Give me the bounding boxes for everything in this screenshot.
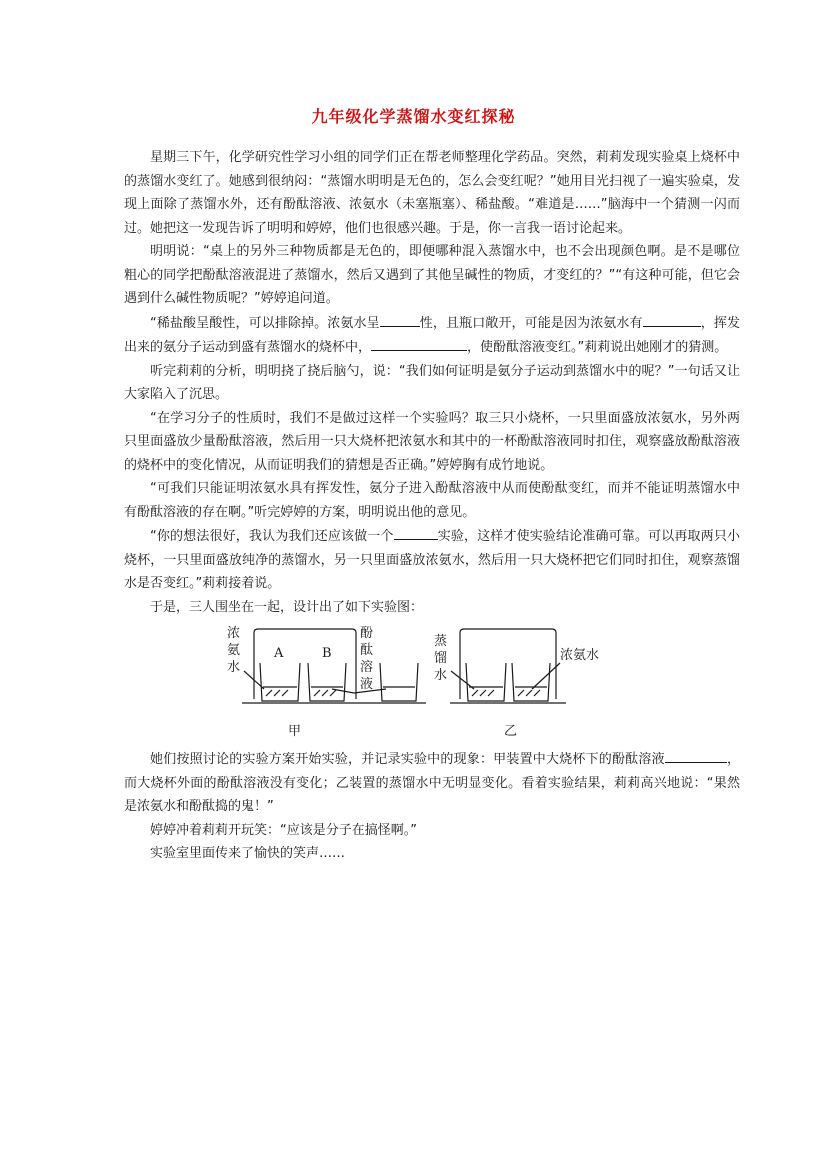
apparatus-jia — [242, 629, 426, 703]
label-phenol-1: 酚 — [360, 626, 374, 641]
hatch-mark — [488, 690, 494, 696]
fill-blank-2[interactable] — [643, 311, 701, 327]
fill-blank-4[interactable] — [394, 524, 438, 540]
label-ammonia-left-1: 浓 — [227, 626, 241, 641]
beaker-ammonia-yi — [512, 663, 550, 701]
hatch-mark — [266, 690, 272, 696]
caption-yi: 乙 — [504, 724, 518, 739]
hatch-mark — [314, 690, 320, 696]
label-distilled-3: 水 — [434, 668, 448, 683]
hatch-mark — [330, 690, 336, 696]
experiment-figure — [124, 623, 740, 743]
fill-blank-1[interactable] — [380, 311, 420, 327]
hatch-mark — [282, 690, 288, 696]
paragraph-9-part-b: ，而大烧杯外面的酚酞溶液没有变化；乙装置的蒸馏水中无明显变化。看着实验结果，莉莉高兴地说：“果然是浓氨水和酚酞捣的鬼！” — [124, 752, 740, 814]
label-ammonia-left-2: 氨 — [227, 643, 241, 658]
label-distilled-1: 蒸 — [434, 634, 448, 649]
hatch-mark — [534, 690, 540, 696]
hatch-mark — [274, 690, 280, 696]
experiment-diagram — [124, 623, 740, 743]
paragraph-3-part-a: “稀盐酸呈酸性，可以排除掉。浓氨水呈 — [150, 315, 380, 331]
apparatus-yi — [450, 629, 566, 703]
fill-blank-5[interactable] — [665, 747, 727, 763]
large-beaker-jia — [254, 629, 356, 699]
label-phenol-4: 液 — [360, 677, 374, 692]
paragraph-9-part-a: 她们按照讨论的实验方案开始实验，并记录实验中的现象：甲装置中大烧杯下的酚酞溶液 — [150, 752, 665, 767]
paragraph-7-part-b: 实验，这样才使实验结论准确可靠。可以再取两只小烧杯，一只里面盛放纯净的蒸馏水，另一只里面盛放浓氨水，然后用一只大烧杯把它们同时扣住，观察蒸馏水是否变红。”莉莉接着说。 — [124, 529, 740, 591]
paragraph-10: 婷婷冲着莉莉开玩笑：“应该是分子在搞怪啊。” — [150, 822, 417, 838]
hatch-mark — [518, 690, 524, 696]
paragraph-3-part-d: ，使酚酞溶液变红。”莉莉说出她刚才的猜测。 — [467, 340, 728, 355]
paragraph-9 — [124, 747, 740, 819]
hatch-mark — [526, 690, 532, 696]
label-ammonia-left-3: 水 — [227, 660, 241, 675]
paragraph-6: “可我们只能证明浓氨水具有挥发性，氨分子进入酚酞溶液中从而使酚酞变红，而并不能证明蒸馏水中有酚酞溶液的存在啊。”听完婷婷的方案，明明说出他的意见。 — [124, 481, 740, 520]
paragraph-7 — [124, 524, 740, 596]
paragraph-8: 于是，三人围坐在一起，设计出了如下实验图： — [150, 599, 424, 615]
label-phenol-2: 酞 — [360, 643, 374, 658]
hatch-mark — [472, 690, 478, 696]
label-a: A — [274, 646, 284, 661]
paragraph-5: “在学习分子的性质时，我们不是做过这样一个实验吗？取三只小烧杯，一只里面盛放浓氨水，另外两只里面盛放少量酚酞溶液，然后用一只大烧杯把浓氨水和其中的一杯酚酞溶液同时扣住，观察盛放酚酞溶液的烧杯中的变化情况，从而证明我们的猜想是否正确。”婷婷胸有成竹地说。 — [124, 410, 740, 473]
paragraph-4: 听完莉莉的分析，明明挠了挠后脑勺，说：“我们如何证明是氨分子运动到蒸馏水中的呢？”一句话又让大家陷入了沉思。 — [124, 363, 740, 402]
paragraph-3 — [124, 311, 740, 360]
large-beaker-yi — [460, 629, 556, 699]
beaker-c — [380, 663, 418, 701]
label-ammonia-right: 浓氨水 — [560, 648, 600, 663]
document-body — [124, 146, 740, 866]
fill-blank-3[interactable] — [371, 335, 467, 351]
document-title: 九年级化学蒸馏水变红探秘 — [311, 107, 516, 126]
label-phenol-3: 溶 — [360, 660, 374, 675]
caption-jia: 甲 — [288, 724, 302, 739]
paragraph-11: 实验室里面传来了愉快的笑声…… — [150, 846, 346, 861]
label-b: B — [322, 646, 332, 661]
paragraph-2: 明明说：“桌上的另外三种物质都是无色的，即便哪种混入蒸馏水中，也不会出现颜色啊。是不是哪位粗心的同学把酚酞溶液混进了蒸馏水，然后又遇到了其他呈碱性的物质，才变红的？”“有这种可能，但它会遇到什么碱性物质呢？”婷婷追问道。 — [124, 244, 740, 306]
paragraph-3-part-c: ，挥发出来的氨分子运动到盛有蒸馏水的烧杯中， — [124, 315, 740, 355]
beaker-b — [308, 663, 346, 701]
paragraph-1: 星期三下午，化学研究性学习小组的同学们正在帮老师整理化学药品。突然，莉莉发现实验桌上烧杯中的蒸馏水变红了。她感到很纳闷：“蒸馏水明明是无色的，怎么会变红呢？”她用目光扫视了一遍实验桌，发现上面除了蒸馏水外，还有酚酞溶液、浓氨水（未塞瓶塞）、稀盐酸。“难道是……”脑海中一个猜测一闪而过。她把这一发现告诉了明明和婷婷，他们也很感兴趣。于是，你一言我一语讨论起来。 — [124, 150, 740, 236]
paragraph-3-part-b: 性，且瓶口敞开，可能是因为浓氨水有 — [419, 315, 643, 331]
paragraph-7-part-a: “你的想法很好，我认为我们还应该做一个 — [150, 529, 394, 544]
hatch-mark — [322, 690, 328, 696]
hatch-mark — [480, 690, 486, 696]
label-distilled-2: 馏 — [434, 651, 448, 666]
leader-line-distilled — [451, 671, 474, 689]
